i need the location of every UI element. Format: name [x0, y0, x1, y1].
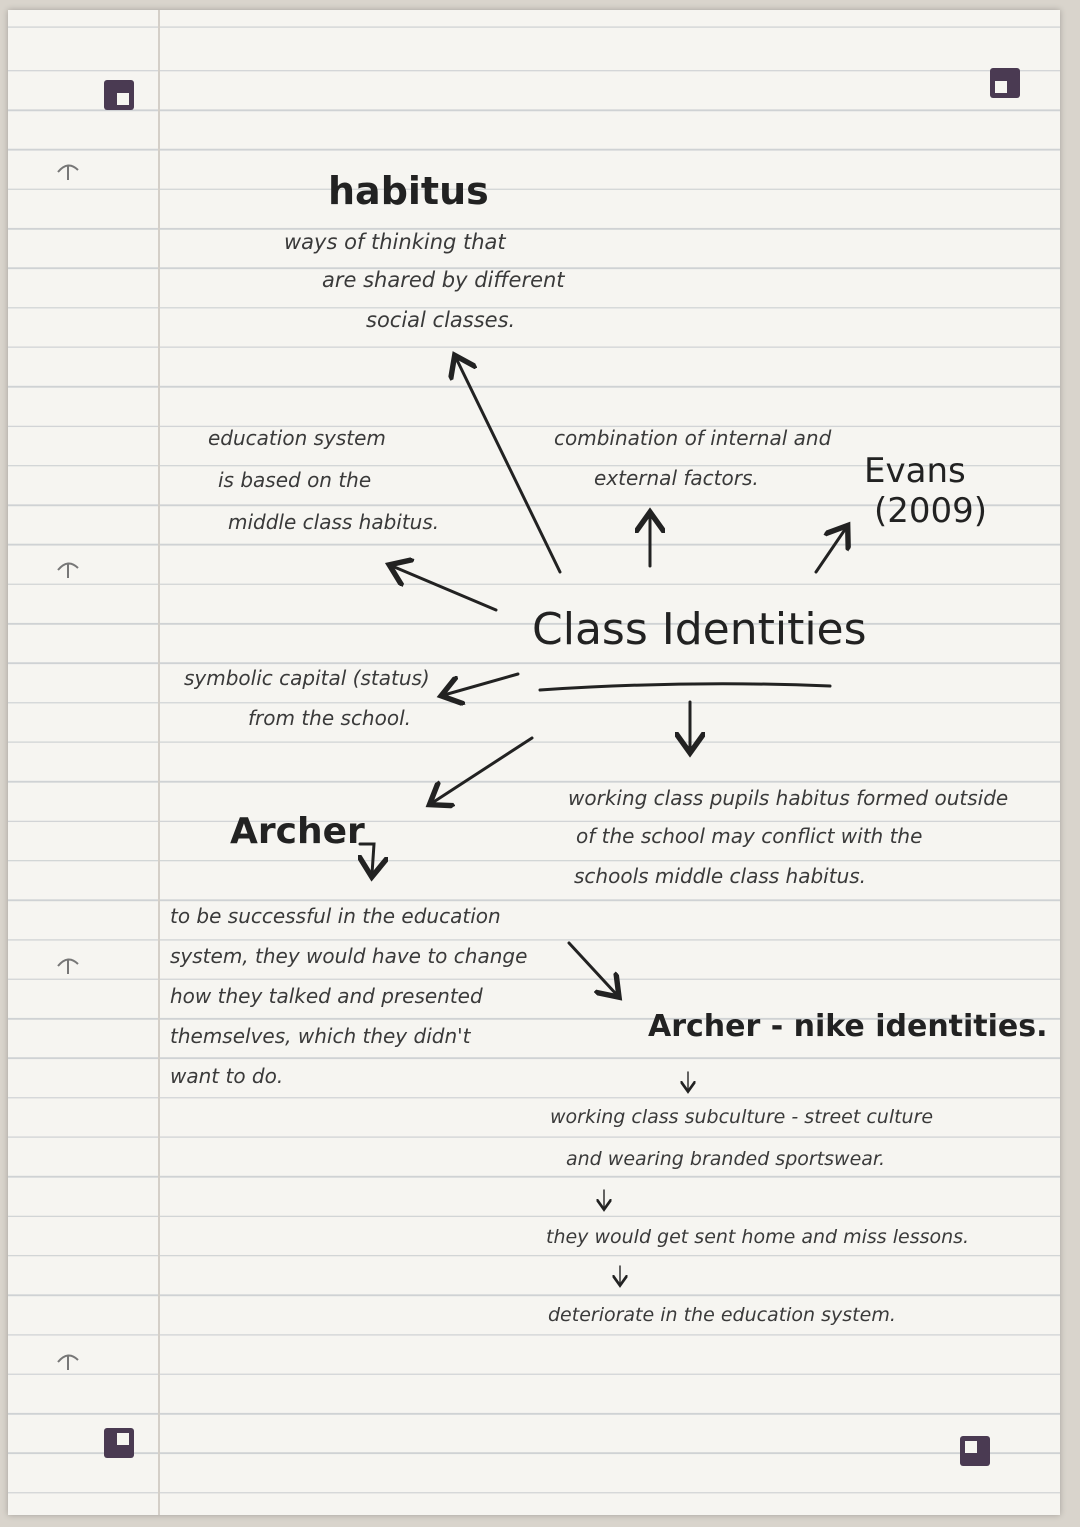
evans-name: Evans — [864, 451, 966, 491]
archer-nike-heading: Archer - nike identities. — [648, 1009, 1048, 1044]
habitus-definition-line: social classes. — [366, 308, 516, 332]
arrow-to-archer — [432, 738, 532, 803]
working-class-line: of the school may conflict with the — [576, 824, 923, 848]
education-system-line: education system — [208, 426, 386, 450]
central-topic: Class Identities — [532, 604, 867, 655]
arrow-to-archer-nike — [569, 943, 617, 995]
mind-map-arrows — [8, 10, 1060, 1515]
archer-nike-step: working class subculture - street culture — [550, 1106, 934, 1128]
symbolic-capital-line: from the school. — [248, 706, 411, 730]
archer-text-line: want to do. — [170, 1064, 284, 1088]
arrow-to-education-system — [392, 566, 496, 610]
combination-line: external factors. — [594, 466, 759, 490]
education-system-line: is based on the — [218, 468, 372, 492]
notebook-page — [8, 10, 1060, 1515]
habitus-definition-line: are shared by different — [322, 268, 565, 292]
evans-year: (2009) — [874, 491, 988, 531]
archer-text-line: how they talked and presented — [170, 984, 483, 1008]
working-class-line: working class pupils habitus formed outside — [568, 786, 1009, 810]
arrow-to-evans — [816, 528, 846, 572]
working-class-line: schools middle class habitus. — [574, 864, 867, 888]
arrow-to-habitus — [456, 358, 560, 572]
archer-name: Archer — [230, 811, 365, 852]
archer-text-line: to be successful in the education — [170, 904, 501, 928]
archer-text-line: themselves, which they didn't — [170, 1024, 471, 1048]
archer-nike-step: they would get sent home and miss lessons. — [546, 1226, 970, 1248]
education-system-line: middle class habitus. — [228, 510, 440, 534]
combination-line: combination of internal and — [554, 426, 832, 450]
arrow-to-symbolic-capital — [444, 674, 518, 695]
central-underline — [540, 684, 830, 690]
archer-nike-step: and wearing branded sportswear. — [566, 1148, 886, 1170]
habitus-title: habitus — [328, 169, 489, 213]
archer-text-line: system, they would have to change — [170, 944, 528, 968]
archer-nike-step: deteriorate in the education system. — [548, 1304, 896, 1326]
habitus-definition-line: ways of thinking that — [284, 230, 506, 254]
symbolic-capital-line: symbolic capital (status) — [184, 666, 430, 690]
